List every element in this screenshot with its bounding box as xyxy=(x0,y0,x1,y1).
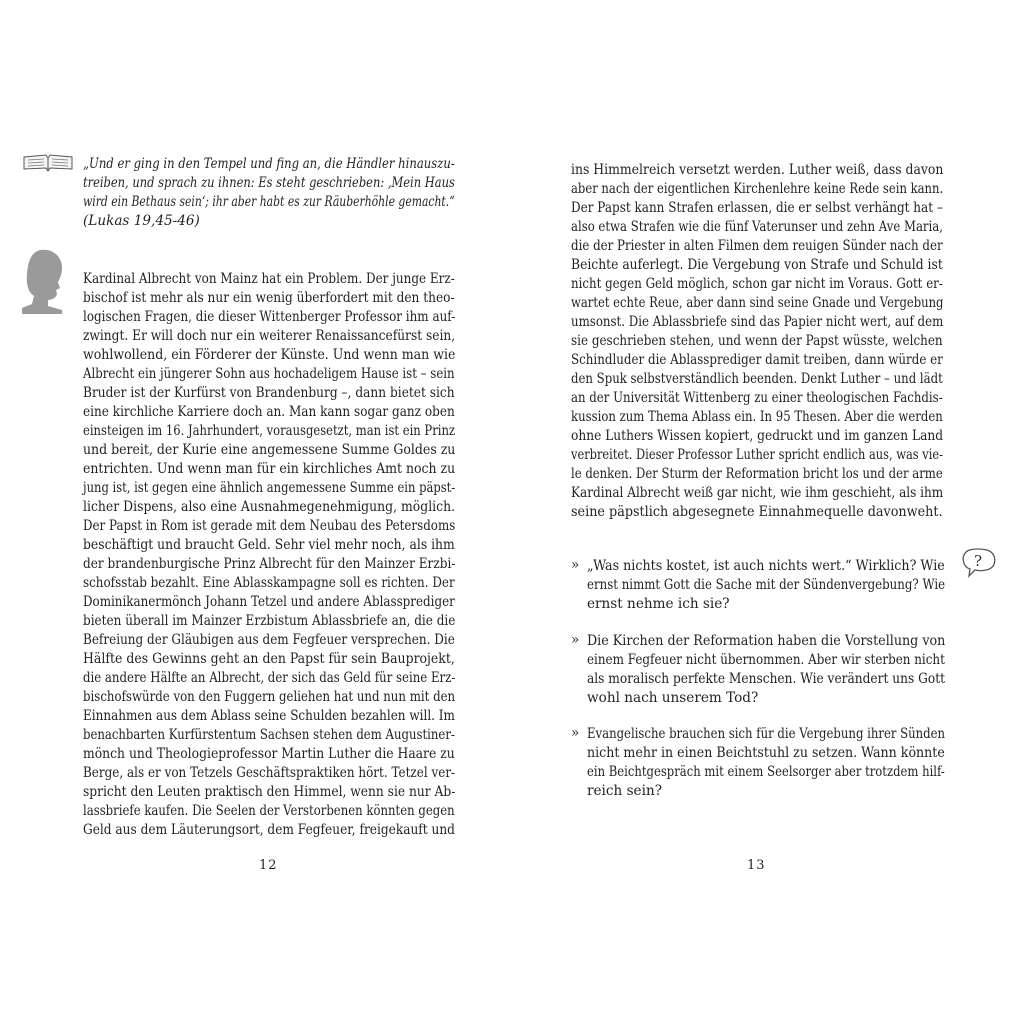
body-line: ins Himmelreich versetzt werden. Luther weiß, dass davon xyxy=(571,162,944,178)
body-line: sie geschrieben stehen, und wenn der Papst wüsste, welchen xyxy=(571,333,943,349)
question-line: Die Kirchen der Reformation haben die Vorstellung von xyxy=(587,633,946,649)
body-line: Albrecht ein jüngerer Sohn aus hochadeligem Hause ist – sein xyxy=(83,366,455,382)
page-number-left: 12 xyxy=(259,858,278,873)
body-line: den Spuk selbstverständlich beenden. Denkt Luther – und lädt xyxy=(571,371,943,387)
body-line: entrichten. Und wenn man für ein kirchliches Amt noch zu xyxy=(83,461,456,477)
question-bullet: » xyxy=(571,725,580,741)
body-line: Dominikanermönch Johann Tetzel und andere Ablassprediger xyxy=(83,594,455,610)
body-line: jung ist, ist gegen eine ähnlich angemessene Summe ein päpst- xyxy=(83,480,456,496)
body-line: kussion zum Thema Ablass ein. In 95 Thesen. Aber die werden xyxy=(571,409,943,425)
body-line: Befreiung der Gläubigen aus dem Fegfeuer versprechen. Die xyxy=(83,632,455,648)
body-line: beschäftigt und braucht Geld. Sehr viel mehr noch, als ihm xyxy=(83,537,455,553)
body-line: und bereit, der Kurie eine angemessene Summe Goldes zu xyxy=(83,442,456,458)
body-line: zwingt. Er will doch nur ein weiterer Renaissancefürst sein, xyxy=(83,328,456,344)
question-line: als moralisch perfekte Menschen. Wie verändert uns Gott xyxy=(587,671,945,687)
body-line: lassbriefe kaufen. Die Seelen der Verstorbenen könnten gegen xyxy=(83,803,455,819)
question-bullet: » xyxy=(571,632,580,648)
body-line: die andere Hälfte an Albrecht, der sich das Geld für seine Erz- xyxy=(83,670,456,686)
body-line: Kardinal Albrecht weiß gar nicht, wie ihm geschieht, als ihm xyxy=(571,485,944,501)
bible-quote-line: „Und er ging in den Tempel und fing an, die Händler hinauszu- xyxy=(83,156,455,172)
body-line: bischofswürde von den Fuggern geliehen hat und nun mit den xyxy=(83,689,456,705)
body-line: seine päpstlich abgesegnete Einnahmequelle davonweht. xyxy=(571,504,943,520)
body-line: licher Dispens, also eine Ausnahmegenehmigung, möglich. xyxy=(83,499,456,515)
body-line: an der Universität Wittenberg zu einer theologischen Fachdis- xyxy=(571,390,943,406)
body-line: le denken. Der Sturm der Reformation bricht los und der arme xyxy=(571,466,943,482)
body-line: wartet echte Reue, aber dann sind seine Gnade und Vergebung xyxy=(571,295,944,311)
question-line: Evangelische brauchen sich für die Vergebung ihrer Sünden xyxy=(587,726,946,742)
body-line: Bruder ist der Kurfürst von Brandenburg –, dann bietet sich xyxy=(83,385,455,401)
bible-quote-reference: (Lukas 19,45-46) xyxy=(83,213,200,229)
body-line: wohlwollend, ein Förderer der Künste. Und wenn man wie xyxy=(83,347,456,363)
page-number-right: 13 xyxy=(747,858,766,873)
body-line: bieten überall im Mainzer Erzbistum Ablassbriefe an, die die xyxy=(83,613,456,629)
body-line: ohne Luthers Wissen kopiert, gedruckt und im ganzen Land xyxy=(571,428,944,444)
question-line: ernst nehme ich sie? xyxy=(587,596,730,612)
body-line: Einnahmen aus dem Ablass seine Schulden bezahlen will. Im xyxy=(83,708,455,724)
svg-text:?: ? xyxy=(973,552,983,570)
body-line: also etwa Strafen wie die fünf Vaterunser und zehn Ave Maria, xyxy=(571,219,943,235)
body-line: Der Papst in Rom ist gerade mit dem Neubau des Petersdoms xyxy=(83,518,456,534)
body-line: Hälfte des Gewinns geht an den Papst für sein Bauprojekt, xyxy=(83,651,455,667)
body-line: einsteigen im 16. Jahrhundert, vorausgesetzt, man ist ein Prinz xyxy=(83,423,456,439)
question-line: wohl nach unserem Tod? xyxy=(587,690,759,706)
body-line: spricht den Leuten praktisch den Himmel, wenn sie nur Ab- xyxy=(83,784,456,800)
open-book-icon xyxy=(22,152,74,172)
question-line: „Was nichts kostet, ist auch nichts wert.“ Wirklich? Wie xyxy=(587,558,945,574)
body-line: eine kirchliche Karriere doch an. Man kann sogar ganz oben xyxy=(83,404,455,420)
body-line: Geld aus dem Läuterungsort, dem Fegfeuer, freigekauft und xyxy=(83,822,455,838)
body-line: verbreitet. Dieser Professor Luther spricht endlich aus, was vie- xyxy=(571,447,944,463)
body-line: Berge, als er von Tetzels Geschäftspraktiken hört. Tetzel ver- xyxy=(83,765,456,781)
body-line: umsonst. Die Ablassbriefe sind das Papier nicht wert, auf dem xyxy=(571,314,944,330)
question-bubble-icon xyxy=(958,548,998,578)
question-line: ein Beichtgespräch mit einem Seelsorger aber trotzdem hilf- xyxy=(587,764,945,780)
question-line: einem Fegfeuer nicht übernommen. Aber wir sterben nicht xyxy=(587,652,945,668)
bible-quote-line: wird ein Bethaus sein‘; ihr aber habt es zur Räuberhöhle gemacht.“ xyxy=(83,194,455,210)
body-line: der brandenburgische Prinz Albrecht für den Mainzer Erzbi- xyxy=(83,556,456,572)
question-line: nicht mehr in einen Beichtstuhl zu setzen. Wann könnte xyxy=(587,745,945,761)
question-bullet: » xyxy=(571,557,580,573)
body-line: mönch und Theologieprofessor Martin Luther die Haare zu xyxy=(83,746,455,762)
body-line: benachbarten Kurfürstentum Sachsen stehen dem Augustiner- xyxy=(83,727,455,743)
head-silhouette-icon xyxy=(22,248,66,314)
question-line: ernst nimmt Gott die Sache mit der Sündenvergebung? Wie xyxy=(587,577,946,593)
bible-quote-line: treiben, und sprach zu ihnen: Es steht geschrieben: ‚Mein Haus xyxy=(83,175,455,191)
body-line: bischof ist mehr als nur ein wenig überfordert mit den theo- xyxy=(83,290,455,306)
body-line: Kardinal Albrecht von Mainz hat ein Problem. Der junge Erz- xyxy=(83,271,455,287)
body-line: die der Priester in alten Filmen dem reuigen Sünder nach der xyxy=(571,238,943,254)
question-line: reich sein? xyxy=(587,783,662,799)
body-line: Der Papst kann Strafen erlassen, die er selbst verhängt hat – xyxy=(571,200,943,216)
body-line: nicht gegen Geld möglich, schon gar nicht im Voraus. Gott er- xyxy=(571,276,943,292)
body-line: logischen Fragen, die dieser Wittenberger Professor ihm auf- xyxy=(83,309,456,325)
body-line: Schindluder die Ablassprediger damit treiben, dann würde er xyxy=(571,352,943,368)
body-line: aber nach der eigentlichen Kirchenlehre keine Rede sein kann. xyxy=(571,181,944,197)
body-line: Beichte auferlegt. Die Vergebung von Strafe und Schuld ist xyxy=(571,257,943,273)
body-line: schofsstab bezahlt. Eine Ablasskampagne soll es richten. Der xyxy=(83,575,455,591)
